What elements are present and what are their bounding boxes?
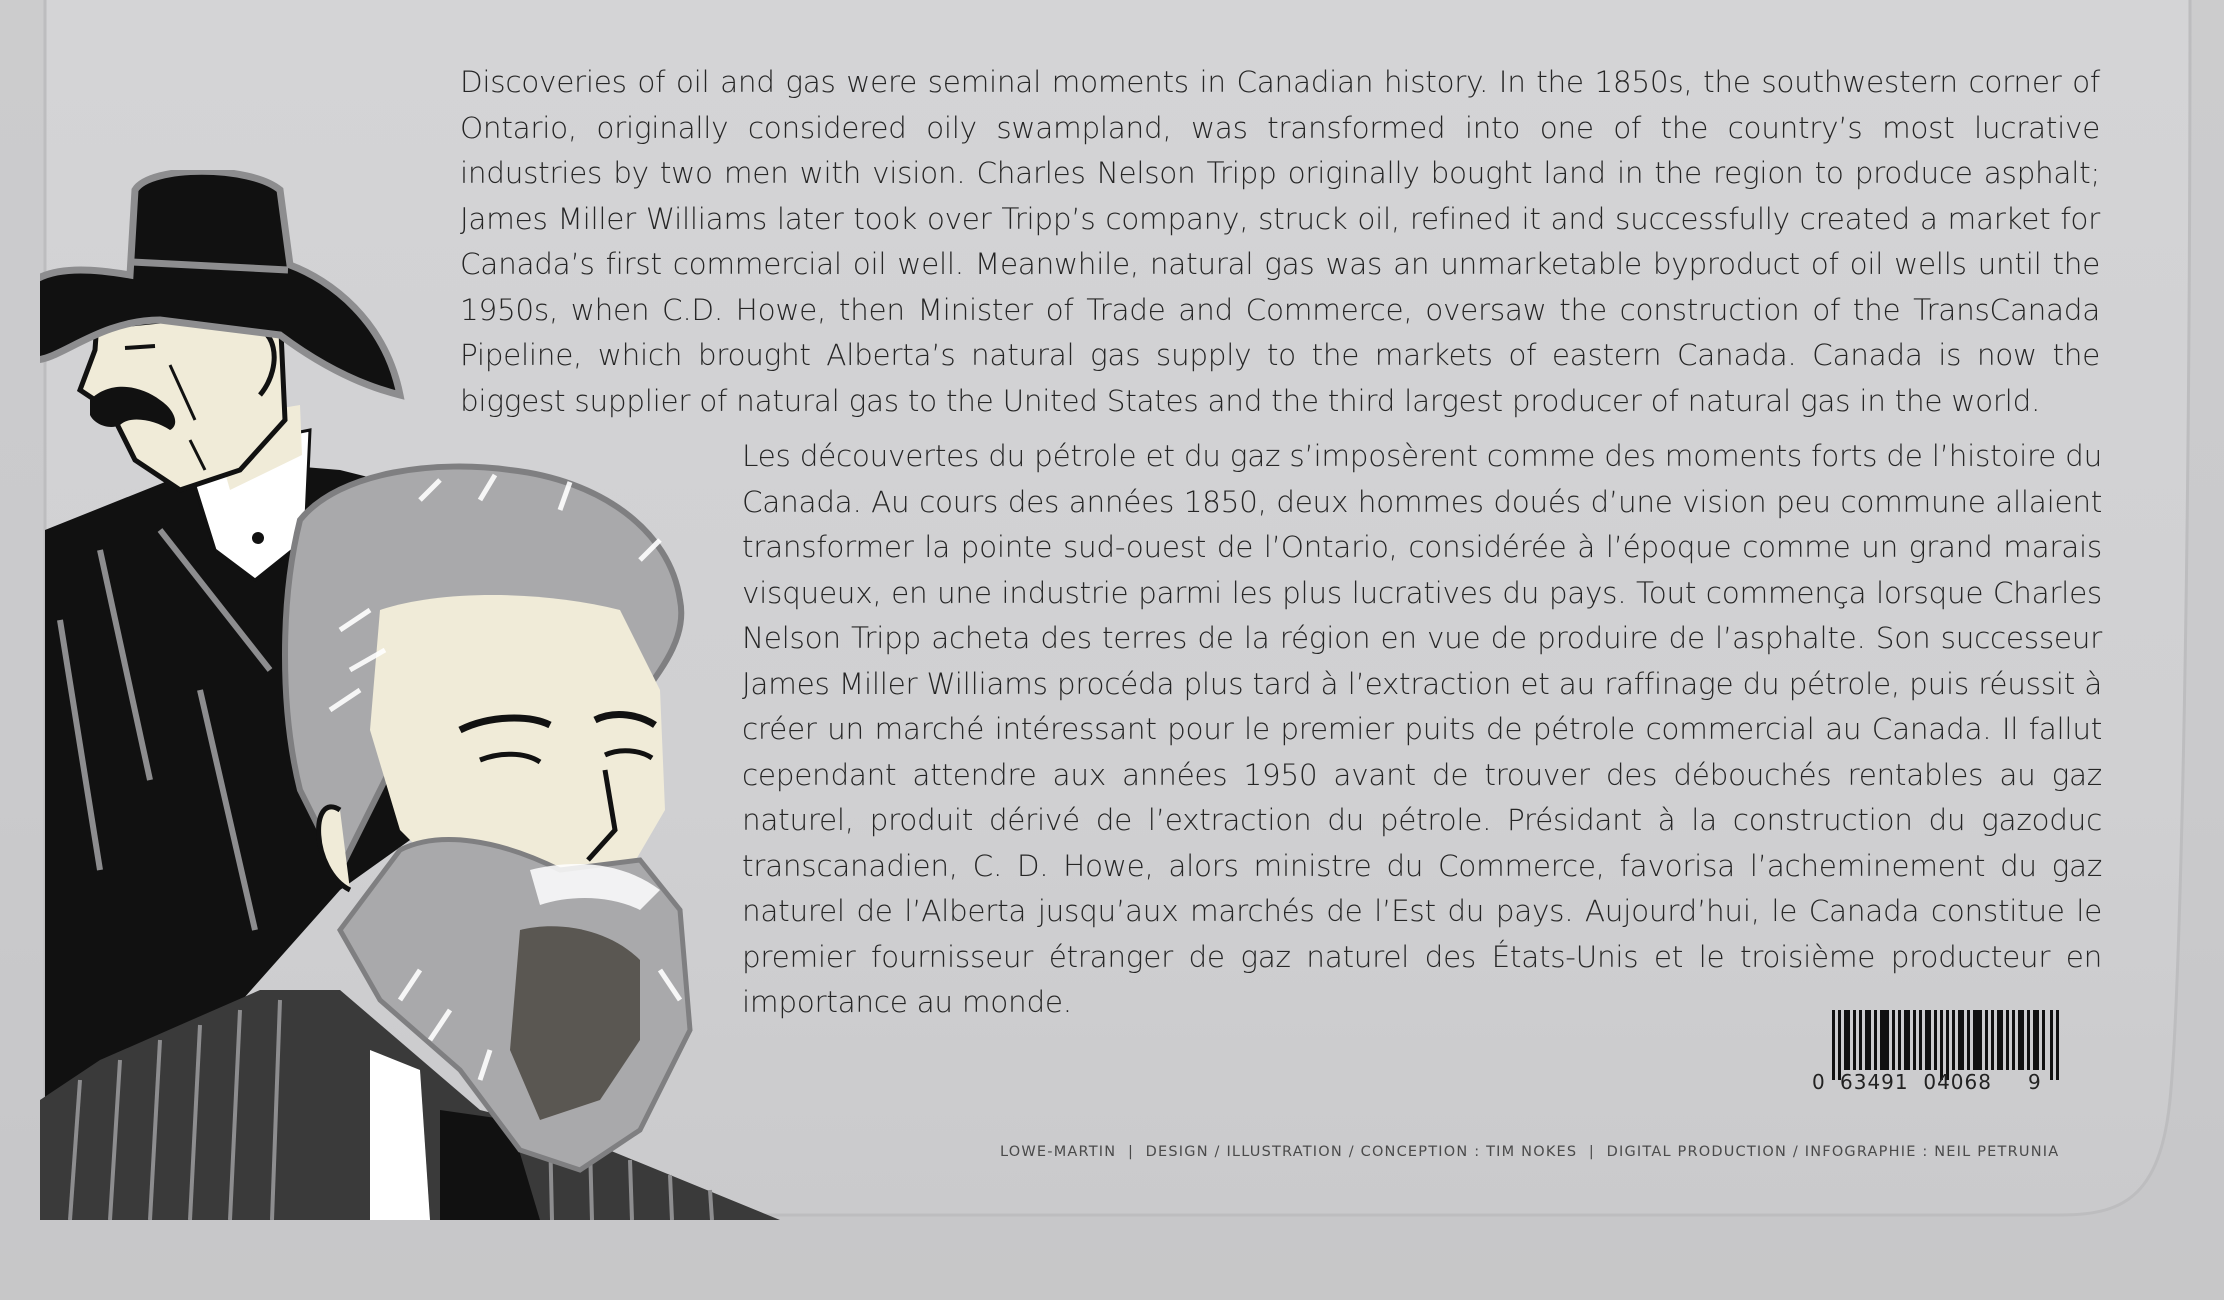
barcode-number [1812, 1070, 2092, 1096]
french-description: Les découvertes du pétrole et du gaz s’imposèrent comme des moments forts de l’histoire du Canada. Au cours des années 1850, deux hommes doués d’une vision peu commune allaient transformer la pointe sud-ouest de l’Ontario, considérée à l’époque comme un grand marais visqueux, en une industrie parmi les plus lucratives du pays. Tout commença lorsque Charles Nelson Tripp acheta des terres de la région en vue de produire de l’asphalte. Son successeur James Miller Williams procéda plus tard à l’extraction et au raffinage du pétrole, puis réussit à créer un marché intéressant pour le premier puits de pétrole commercial au Canada. Il fallut cependant attendre aux années 1950 avant de trouver des débouchés rentables au gaz naturel, produit dérivé de l’extraction du pétrole. Présidant à la construction du gazoduc transcanadien, C. D. Howe, alors ministre du Commerce, favorisa l’acheminement du gaz naturel de l’Alberta jusqu’aux marchés de l’Est du pays. Aujourd’hui, le Canada constitue le premier fournisseur étranger de gaz naturel des États-Unis et le troisième producteur en importance au monde. [742, 439, 2102, 1019]
barcode-main-digits: 63491 04068 [1840, 1070, 1992, 1094]
barcode-first-digit: 0 [1812, 1070, 1826, 1094]
barcode-last-digit: 9 [2028, 1070, 2042, 1094]
credits-line: LOWE-MARTIN | DESIGN / ILLUSTRATION / CONCEPTION : TIM NOKES | DIGITAL PRODUCTION / INFOGRAPHIE : NEIL PETRUNIA [1000, 1144, 2060, 1160]
english-description: Discoveries of oil and gas were seminal moments in Canadian history. In the 1850s, the southwestern corner of Ontario, originally considered oily swampland, was transformed into one of the country’s most lucrative industries by two men with vision. Charles Nelson Tripp originally bought land in the region to produce asphalt; James Miller Williams later took over Tripp’s company, struck oil, refined it and successfully created a market for Canada’s first commercial oil well. Meanwhile, natural gas was an unmarketable byproduct of oil wells until the 1950s, when C.D. Howe, then Minister of Trade and Commerce, oversaw the construction of the TransCanada Pipeline, which brought Alberta’s natural gas supply to the markets of eastern Canada. Canada is now the biggest supplier of natural gas to the United States and the third largest producer of natural gas in the world. [460, 65, 2100, 418]
